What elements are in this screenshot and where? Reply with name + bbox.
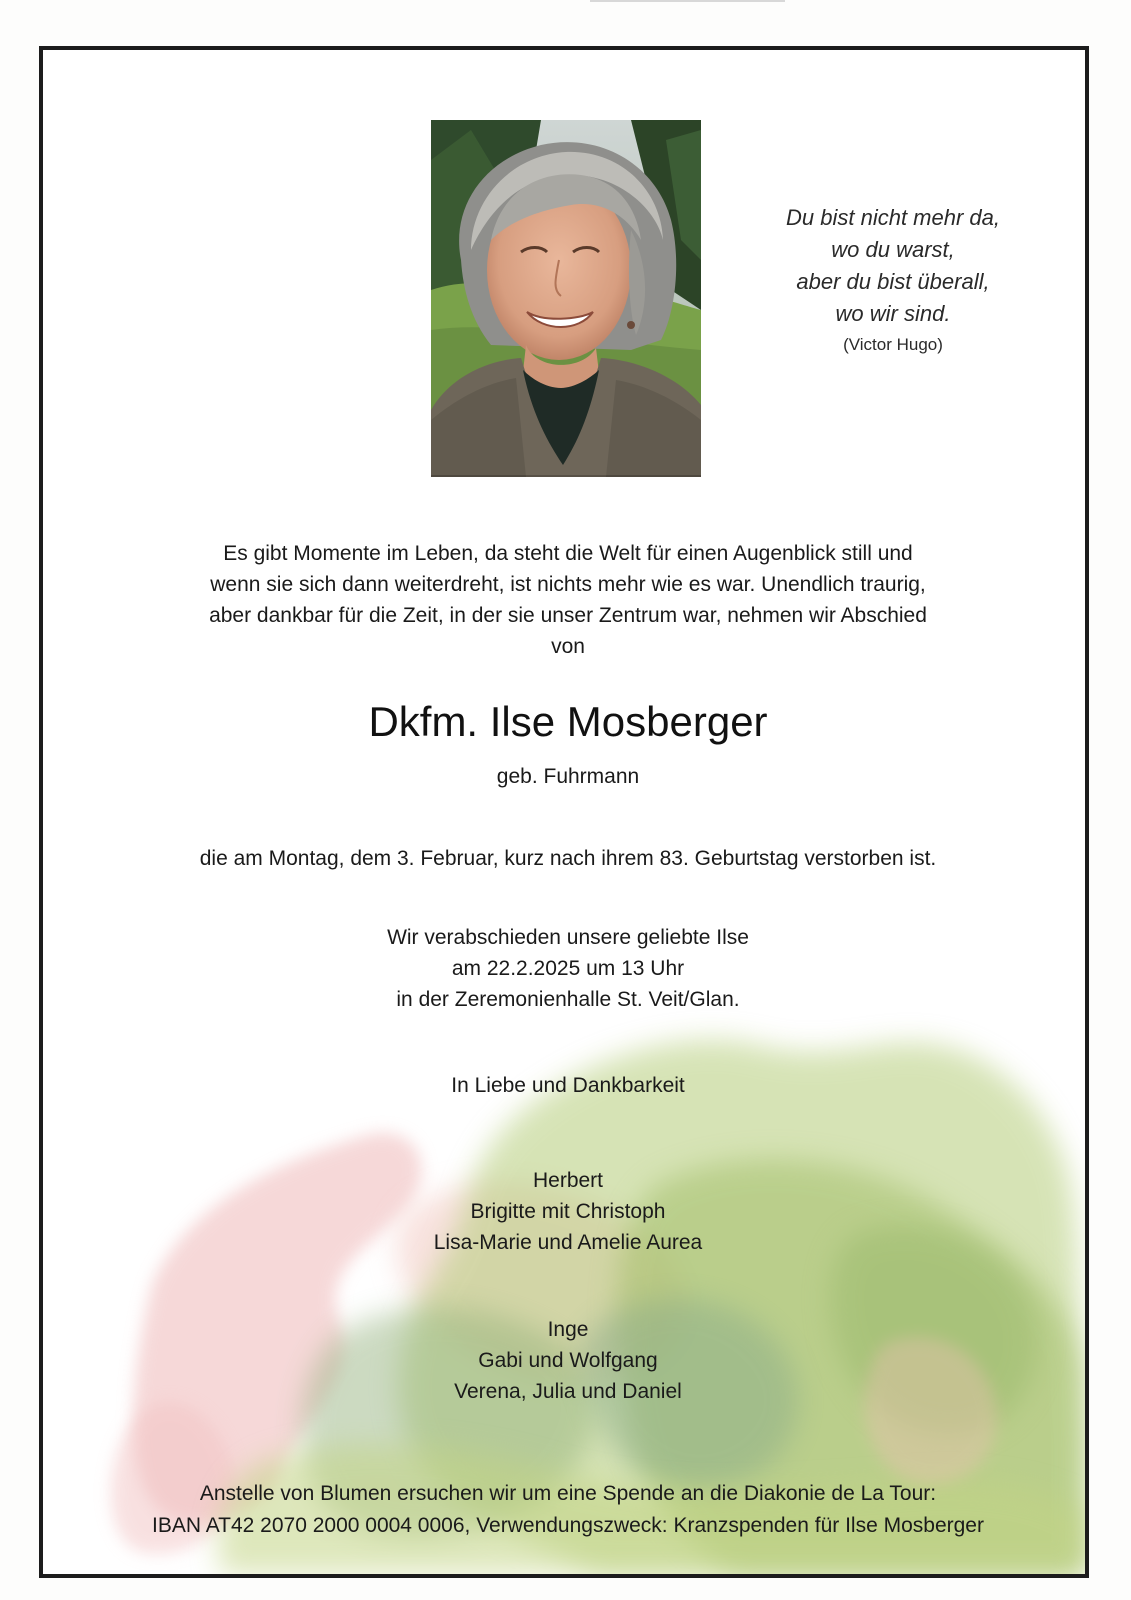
quote-line: aber du bist überall, [796,269,990,294]
closing-phrase: In Liebe und Dankbarkeit [451,1074,685,1097]
intro-line: von [551,635,585,658]
donation-note [43,1478,1089,1542]
ceremony-line: am 22.2.2025 um 13 Uhr [451,957,685,980]
family-member: Inge [547,1318,589,1341]
death-note: die am Montag, dem 3. Februar, kurz nach ihrem 83. Geburtstag verstorben ist. [199,847,937,870]
quote-author: (Victor Hugo) [843,335,943,354]
portrait-photo-icon [431,120,701,477]
ceremony-info [43,922,1089,1015]
quote-line: wo du warst, [831,237,955,262]
family-group-2 [43,1314,1089,1407]
ceremony-line: in der Zeremonienhalle St. Veit/Glan. [396,988,740,1011]
quote-line: wo wir sind. [835,301,951,326]
obituary-frame [39,46,1089,1578]
donation-line: Anstelle von Blumen ersuchen wir um eine Spende an die Diakonie de La Tour: [199,1482,937,1505]
deceased-name: Dkfm. Ilse Mosberger [368,698,768,745]
intro-line: aber dankbar für die Zeit, in der sie unser Zentrum war, nehmen wir Abschied [209,604,927,627]
family-group-1 [43,1165,1089,1258]
poem-quote [743,202,1043,358]
intro-line: Es gibt Momente im Leben, da steht die Welt für einen Augenblick still und [223,542,913,565]
quote-line: Du bist nicht mehr da, [786,205,1000,230]
family-member: Lisa-Marie und Amelie Aurea [433,1231,703,1254]
donation-iban: IBAN AT42 2070 2000 0004 0006, Verwendungszweck: Kranzspenden für Ilse Mosberger [152,1514,984,1537]
scan-edge-mark [590,0,785,2]
family-member: Gabi und Wolfgang [478,1349,658,1372]
family-member: Brigitte mit Christoph [470,1200,666,1223]
family-member: Verena, Julia und Daniel [454,1380,682,1403]
birth-name: geb. Fuhrmann [496,765,640,788]
family-member: Herbert [532,1169,604,1192]
intro-line: wenn sie sich dann weiterdreht, ist nichts mehr wie es war. Unendlich traurig, [210,573,926,596]
ceremony-line: Wir verabschieden unsere geliebte Ilse [387,926,749,949]
intro-paragraph [123,538,1013,662]
